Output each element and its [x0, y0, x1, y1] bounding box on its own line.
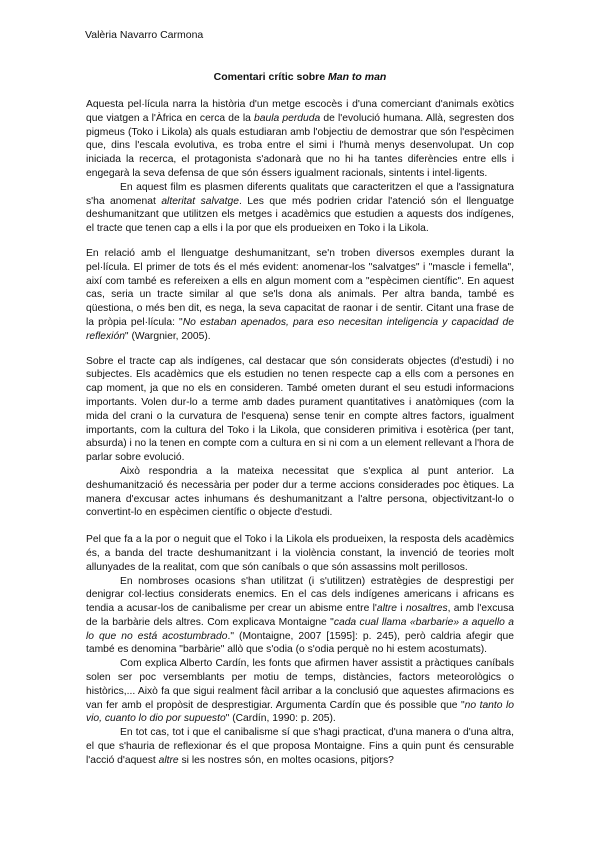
author-name: Valèria Navarro Carmona [85, 29, 204, 41]
paragraph: En nombroses ocasions s'han utilitzat (i s'utilitzen) estratègies de desprestigi per denigrar col·lectius considerats enemics. En el cas dels indígenes americans i africans es tendia a acusar-los de canibalisme per crear un abisme entre l'altre i nosaltres, amb l'excusa de la barbàrie dels altres. Com explicava Montaigne "cada cual llama «barbarie» a aquello a lo que no está acostumbrado." (Montaigne, 2007 [1595]: p. 245), però caldria afegir que també es denomina "barbàrie" allò que s'odia (o s'odia perquè no hi estem acostumats). [86, 575, 514, 656]
paragraph: En relació amb el llenguatge deshumanitzant, se'n troben diversos exemples durant la pel·lícula. El primer de tots és el més evident: anomenar-los "salvatges" i "mascle i femella", així com també es refereixen a ells en algun moment com a "espècimen científic". En aquest cas, seria un tracte similar al que se'ls dona als animals. Per altra banda, també es qüestiona, o més ben dit, es nega, la seva capacitat de raonar i de sentir. Citant una frase de la pròpia pel·lícula: "No estaban apenados, para eso necesitan inteligencia y capacidad de reflexión" (Wargnier, 2005). [86, 247, 514, 342]
title-prefix: Comentari crític sobre [213, 71, 329, 83]
paragraph: En tot cas, tot i que el canibalisme sí que s'hagi practicat, d'una manera o d'una altra, el que s'hauria de reflexionar és el que proposa Montaigne. Fins a quin punt és censurable l'acció d'aquest altre si les nostres són, en moltes ocasions, pitjors? [86, 727, 514, 766]
italic-phrase: No estaban apenados, para eso necesitan inteligencia y capacidad de reflexión [86, 316, 514, 342]
page-title [0, 71, 600, 83]
paragraph: Això respondria a la mateixa necessitat que s'explica al punt anterior. La deshumanització és necessària per poder dur a terme accions considerades poc ètiques. La manera d'excusar actes inhumans és deshumanitzant a l'altre persona, objectivitzant-lo o convertint-lo en espècimen científic o objecte d'estudi. [86, 465, 514, 519]
title-film: Man to man [328, 71, 387, 83]
paragraph: Sobre el tracte cap als indígenes, cal destacar que són considerats objectes (d'estudi) i no subjectes. Els acadèmics que els estudien no tenen respecte cap a ells com a persones en cap moment, ja que no els en consideren. També ometen durant el seu estudi informacions importants. Volen dur-lo a terme amb dades purament quantitatives i anatòmiques (com la mida del crani o la curvatura de l'esquena) sense tenir en compte altres factors, igualment importants, com la cultura del Toko i la Likola, que consideren primitiva i esotèrica (per tant, absurda) i no la tenen en compte com a cultura en si ni com a un element rellevant a l'hora de parlar sobre evolució. [86, 355, 514, 464]
document-body [86, 98, 514, 768]
italic-phrase: baula perduda [254, 112, 321, 124]
italic-phrase: alteritat salvatge [161, 195, 239, 207]
paragraph: Aquesta pel·lícula narra la història d'un metge escocès i d'una comerciant d'animals exòtics que viatgen a l'Àfrica en cerca de la baula perduda de l'evolució humana. Allà, segresten dos pigmeus (Toko i Likola) als quals estudiaran amb l'objectiu de demostrar que són l'espècimen que, dins l'escala evolutiva, es troba entre el simi i l'humà menys desenvolupat. Un cop iniciada la recerca, el protagonista s'adonarà que no hi ha tantes diferències entre ells i engegarà la seva defensa de que són éssers igualment racionals, sintents i intel·ligents. [86, 99, 514, 179]
italic-phrase: cada cual llama «barbarie» a aquello a lo que no está acostumbrado [86, 616, 514, 642]
italic-phrase: no tanto lo vio, cuanto lo dio por supuesto [86, 699, 514, 725]
italic-phrase: altre [158, 754, 179, 766]
paragraph: En aquest film es plasmen diferents qualitats que caracteritzen el que a l'assignatura s'ha anomenat alteritat salvatge. Les que més podrien cridar l'atenció són el llenguatge deshumanitzant que utilitzen els metges i acadèmics que estudien a aquests dos indígenes, el tracte que tenen cap a ells i la por que els produeixen en Toko i la Likola. [86, 181, 515, 235]
italic-phrase: nosaltres [405, 603, 448, 615]
paragraph: Com explica Alberto Cardín, les fonts que afirmen haver assistit a pràctiques caníbals solen ser poc versemblants per motiu de temps, distàncies, factors meteorològics o històrics,... Això fa que sigui realment fàcil arribar a la conclusió que aquestes afirmacions es van fer amb el propòsit de desprestigiar. Argumenta Cardín que és possible que "no tanto lo vio, cuanto lo dio por supuesto" (Cardín, 1990: p. 205). [86, 658, 514, 725]
italic-phrase: altre [376, 603, 397, 615]
paragraph: Pel que fa a la por o neguit que el Toko i la Likola els produeixen, la resposta dels acadèmics és, a banda del tracte deshumanitzant i la violència constant, la invenció de teories molt allunyades de la realitat, com que són caníbals o que són assassins molt perillosos. [86, 534, 514, 573]
